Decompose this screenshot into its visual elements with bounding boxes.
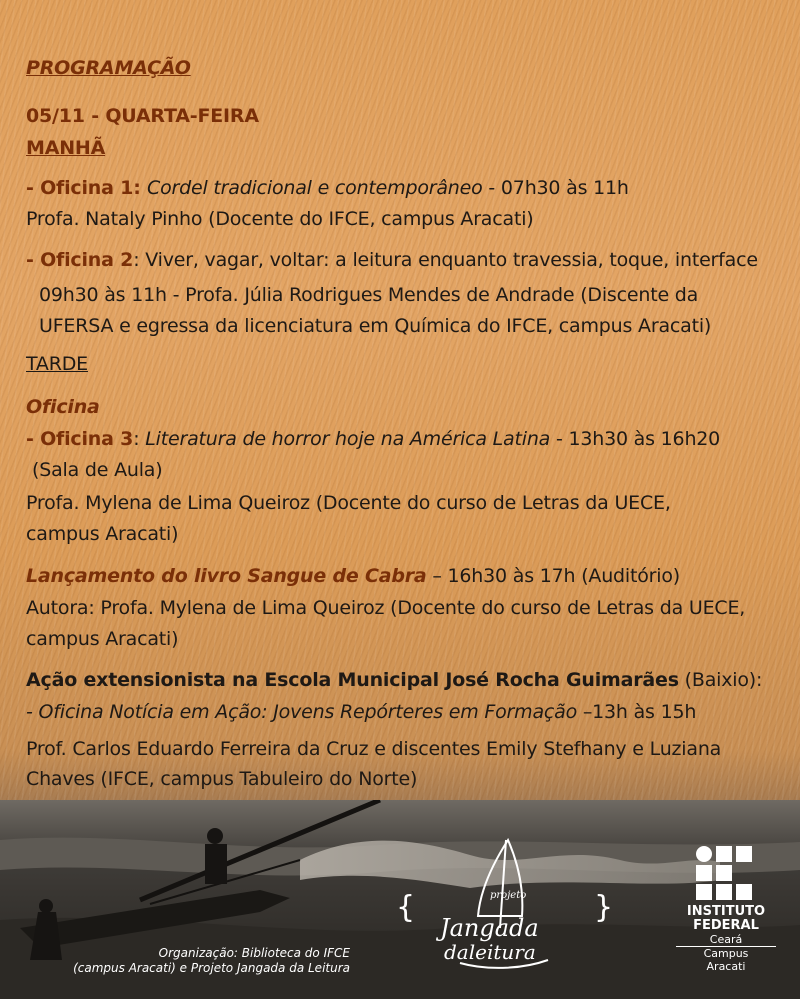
page-title: PROGRAMAÇÃO — [26, 57, 191, 79]
workshop-3: - Oficina 3: Literatura de horror hoje na América Latina - 13h30 às 16h20 — [26, 428, 721, 450]
book-launch-author: Autora: Profa. Mylena de Lima Queiroz (Docente do curso de Letras da UECE, — [26, 597, 746, 619]
extension-action: Ação extensionista na Escola Municipal José Rocha Guimarães (Baixio): — [26, 669, 763, 691]
decorative-brace-left-icon: { — [396, 890, 416, 925]
workshop-3-room: (Sala de Aula) — [32, 459, 163, 481]
workshop-1: - Oficina 1: Cordel tradicional e contemporâneo - 07h30 às 11h — [26, 177, 629, 199]
extension-campus: Chaves (IFCE, campus Tabuleiro do Norte) — [26, 768, 418, 790]
ifce-logo — [676, 845, 776, 973]
workshop-3-speaker: Profa. Mylena de Lima Queiroz (Docente do curso de Letras da UECE, — [26, 492, 671, 514]
book-launch-campus: campus Aracati) — [26, 628, 179, 650]
jangada-da-leitura-logo: projeto Jangada daleitura — [430, 838, 570, 978]
ifce-campus-name: Aracati — [706, 960, 746, 973]
person-head — [39, 899, 53, 913]
workshop-2-time: 09h30 às 11h - Profa. Júlia Rodrigues Mendes de Andrade (Discente da — [39, 284, 699, 306]
extension-speakers: Prof. Carlos Eduardo Ferreira da Cruz e discentes Emily Stefhany e Luziana — [26, 738, 722, 760]
workshop-2-affiliation: UFERSA e egressa da licenciatura em Química do IFCE, campus Aracati) — [39, 315, 712, 337]
workshop-2: - Oficina 2: Viver, vagar, voltar: a leitura enquanto travessia, toque, interface — [26, 249, 758, 271]
fisherman-body — [205, 844, 227, 884]
date-label: 05/11 - QUARTA-FEIRA — [26, 105, 259, 127]
afternoon-label: TARDE — [26, 353, 88, 375]
workshop-3-campus: campus Aracati) — [26, 523, 179, 545]
oficina-label: Oficina — [26, 396, 100, 418]
book-launch: Lançamento do livro Sangue de Cabra – 16h30 às 17h (Auditório) — [26, 565, 680, 587]
workshop-1-speaker: Profa. Nataly Pinho (Docente do IFCE, campus Aracati) — [26, 208, 534, 230]
ifce-federal: FEDERAL — [693, 918, 759, 933]
organization-credit: Organização: Biblioteca do IFCE (campus Aracati) e Projeto Jangada da Leitura — [73, 946, 350, 975]
ifce-state: Ceará — [676, 933, 776, 947]
decorative-brace-right-icon: } — [594, 890, 614, 925]
ifce-campus: Campus — [703, 947, 749, 960]
morning-label: MANHÃ — [26, 137, 106, 159]
extension-workshop: - Oficina Notícia em Ação: Jovens Repórteres em Formação –13h às 15h — [26, 701, 697, 723]
fisherman-head — [207, 828, 223, 844]
ifce-grid-icon — [695, 845, 757, 901]
ifce-instituto: INSTITUTO — [686, 904, 766, 919]
